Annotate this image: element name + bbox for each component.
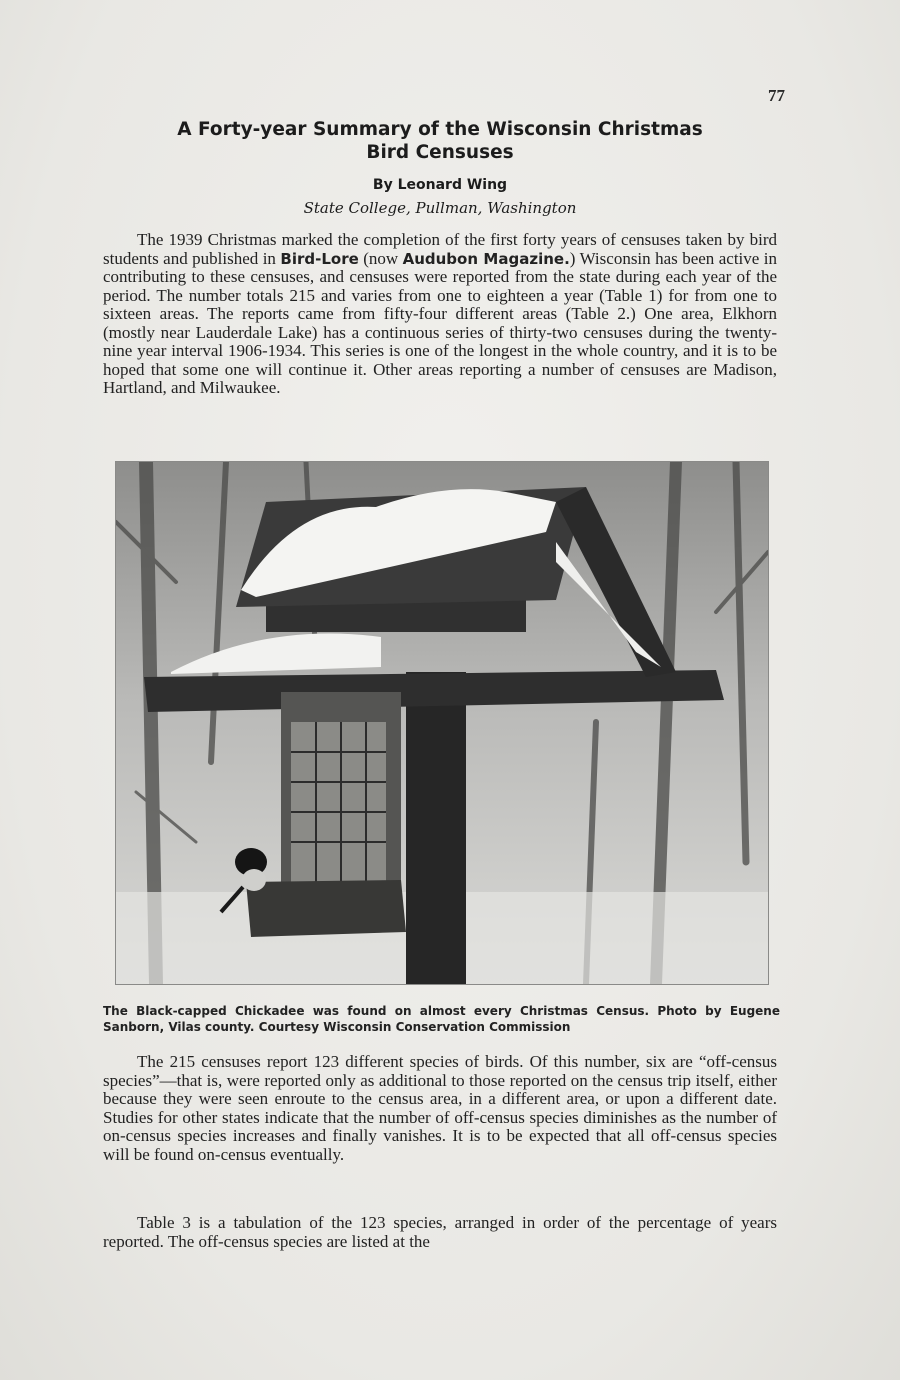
title-line-1: A Forty-year Summary of the Wisconsin Christmas (177, 119, 703, 140)
article-title (100, 118, 780, 164)
paragraph-1-text-a: The 1939 Christmas marked the completion of the first forty years of censuses taken by bird students and published in (103, 230, 777, 268)
feeder-photograph (116, 462, 768, 984)
affiliation: State College, Pullman, Washington (303, 199, 577, 217)
paragraph-1-text-b: (now (358, 248, 403, 268)
byline: By Leonard Wing (372, 177, 508, 193)
publication-name-audubon: Audubon Magazine. (402, 249, 570, 268)
page-number: 77 (768, 86, 785, 105)
title-line-2: Bird Censuses (366, 142, 514, 163)
paragraph-2: The 215 censuses report 123 different species of birds. Of this number, six are “off-census species”—that is, were reported only as additional to those reported on the census trip itself, either because they were seen enroute to the census area, in a different area, or upon a different date. Studies for other states indicate that the number of off-census species diminishes as the number of on-census species increases and finally vanishes. It is to be expected that all off-census species will be found on-census eventually. (103, 1052, 777, 1164)
publication-name-bird-lore: Bird-Lore (280, 249, 359, 268)
photo-caption: The Black-capped Chickadee was found on almost every Christmas Census. Photo by Eugene Sanborn, Vilas county. Courtesy Wisconsin Conservation Commission (103, 1004, 780, 1034)
paragraph-1 (103, 231, 777, 398)
feeder-photo-illustration (116, 462, 768, 984)
paragraph-3: Table 3 is a tabulation of the 123 species, arranged in order of the percentage of years reported. The off-census species are listed at the (103, 1213, 777, 1251)
paragraph-1-text-c: ) Wisconsin has been active in contributing to these censuses, and censuses were reported from the state during each year of the period. The number totals 215 and varies from one to eighteen a year (Table 1) for from one to sixteen areas. The reports came from fifty-four different areas (Table 2.) One area, Elkhorn (mostly near Lauderdale Lake) has a continuous series of thirty-two censuses during the twenty-nine year interval 1906-1934. This series is one of the longest in the whole country, and it is to be hoped that some one will continue it. Other areas reporting a number of censuses are Madison, Hartland, and Milwaukee. (103, 248, 777, 397)
